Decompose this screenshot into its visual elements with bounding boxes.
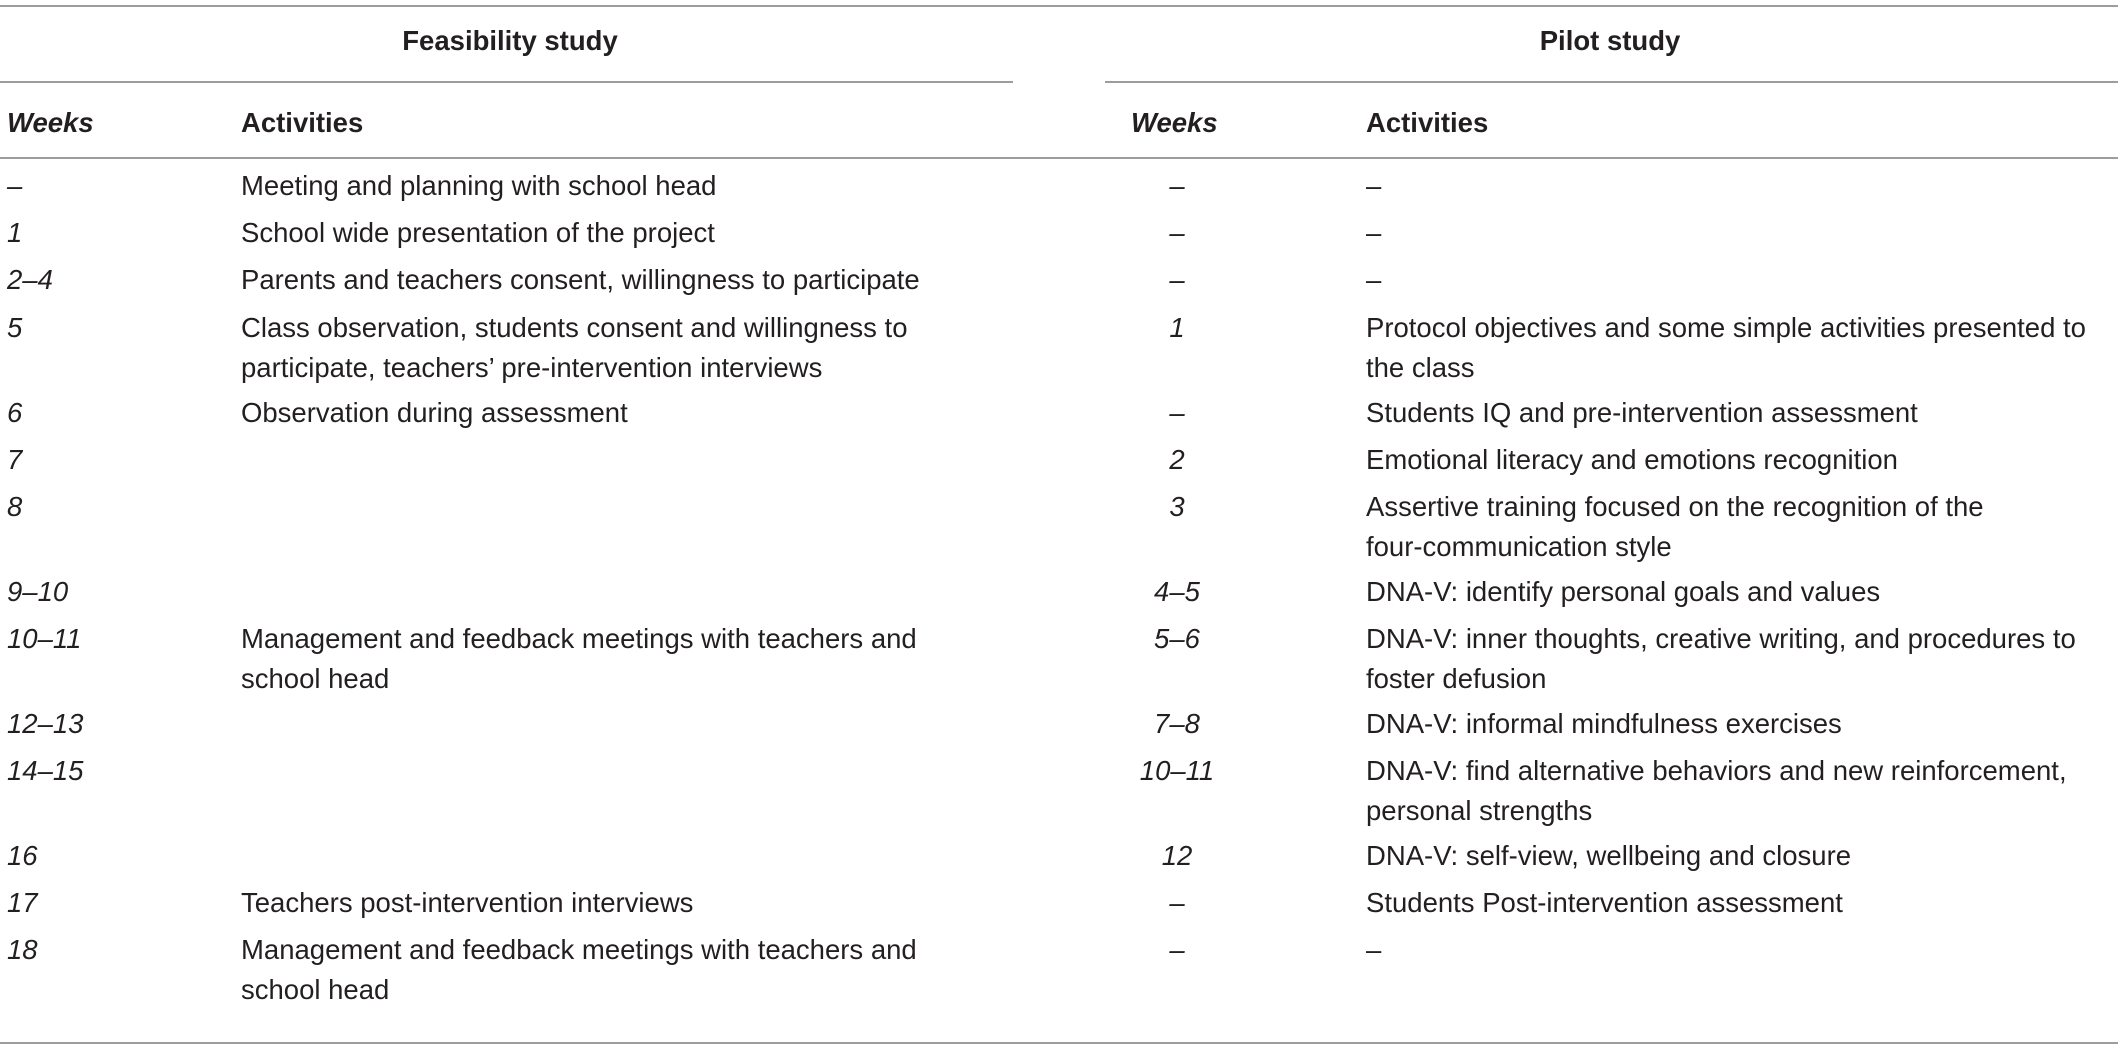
feasibility-week-cell: 8	[7, 491, 23, 522]
pilot-activity-cell: DNA-V: informal mindfulness exercises	[1366, 708, 1842, 739]
pilot-activity-cell: –	[1366, 934, 1382, 965]
feasibility-weeks-header: Weeks	[7, 107, 94, 138]
pilot-activity-cell: four-communication style	[1366, 531, 1672, 562]
pilot-study-title: Pilot study	[1539, 25, 1681, 56]
feasibility-week-cell: 6	[7, 397, 23, 428]
pilot-activity-cell: Students Post-intervention assessment	[1366, 887, 1843, 918]
pilot-activity-cell: DNA-V: inner thoughts, creative writing, and procedures to	[1366, 623, 2076, 654]
feasibility-title-rule	[0, 81, 1013, 83]
top-rule	[0, 5, 2118, 7]
pilot-week-cell: 12	[1161, 840, 1193, 871]
pilot-activity-cell: Students IQ and pre-intervention assessment	[1366, 397, 1918, 428]
feasibility-week-cell: 12–13	[7, 708, 84, 739]
pilot-week-cell: 1	[1169, 312, 1185, 343]
feasibility-activity-cell: School wide presentation of the project	[241, 217, 715, 248]
pilot-week-cell: 3	[1169, 491, 1185, 522]
pilot-activity-cell: –	[1366, 264, 1382, 295]
pilot-week-cell: –	[1169, 170, 1185, 201]
feasibility-week-cell: 17	[7, 887, 38, 918]
feasibility-activity-cell: school head	[241, 974, 390, 1005]
feasibility-week-cell: 5	[7, 312, 23, 343]
bottom-rule	[0, 1042, 2118, 1044]
pilot-title-rule	[1105, 81, 2118, 83]
feasibility-activity-cell: Class observation, students consent and willingness to	[241, 312, 908, 343]
pilot-activity-cell: –	[1366, 217, 1382, 248]
pilot-weeks-header: Weeks	[1131, 107, 1218, 138]
feasibility-activity-cell: school head	[241, 663, 390, 694]
pilot-week-cell: –	[1169, 934, 1185, 965]
pilot-week-cell: –	[1169, 217, 1185, 248]
pilot-activity-cell: foster defusion	[1366, 663, 1547, 694]
feasibility-activity-cell: Observation during assessment	[241, 397, 628, 428]
feasibility-study-title: Feasibility study	[402, 25, 618, 56]
feasibility-activity-cell: Management and feedback meetings with teachers and	[241, 623, 917, 654]
pilot-week-cell: 7–8	[1154, 708, 1200, 739]
pilot-week-cell: 5–6	[1154, 623, 1200, 654]
pilot-week-cell: 4–5	[1154, 576, 1200, 607]
pilot-activity-cell: DNA-V: identify personal goals and values	[1366, 576, 1881, 607]
header-rule	[0, 157, 2118, 159]
feasibility-week-cell: 18	[7, 934, 38, 965]
pilot-activities-header: Activities	[1366, 107, 1489, 138]
feasibility-activity-cell: Meeting and planning with school head	[241, 170, 717, 201]
pilot-week-cell: 2	[1169, 444, 1185, 475]
pilot-activity-cell: personal strengths	[1366, 795, 1593, 826]
feasibility-activity-cell: Management and feedback meetings with teachers and	[241, 934, 917, 965]
feasibility-activity-cell: Teachers post-intervention interviews	[241, 887, 694, 918]
pilot-week-cell: –	[1169, 397, 1185, 428]
pilot-activity-cell: DNA-V: self-view, wellbeing and closure	[1366, 840, 1852, 871]
feasibility-week-cell: 10–11	[7, 623, 82, 654]
feasibility-week-cell: 9–10	[7, 576, 69, 607]
pilot-activity-cell: Assertive training focused on the recognition of the	[1366, 491, 1984, 522]
feasibility-week-cell: 7	[7, 444, 23, 475]
feasibility-week-cell: 16	[7, 840, 38, 871]
feasibility-week-cell: –	[7, 170, 23, 201]
pilot-activity-cell: Protocol objectives and some simple activities presented to	[1366, 312, 2086, 343]
pilot-activity-cell: Emotional literacy and emotions recognition	[1366, 444, 1898, 475]
pilot-week-cell: 10–11	[1139, 755, 1215, 786]
feasibility-activity-cell: Parents and teachers consent, willingness to participate	[241, 264, 920, 295]
pilot-activity-cell: DNA-V: find alternative behaviors and new reinforcement,	[1366, 755, 2067, 786]
feasibility-week-cell: 2–4	[7, 264, 53, 295]
pilot-activity-cell: –	[1366, 170, 1382, 201]
feasibility-activities-header: Activities	[241, 107, 364, 138]
pilot-activity-cell: the class	[1366, 352, 1475, 383]
pilot-week-cell: –	[1169, 887, 1185, 918]
feasibility-week-cell: 14–15	[7, 755, 84, 786]
feasibility-week-cell: 1	[7, 217, 23, 248]
feasibility-activity-cell: participate, teachers’ pre-intervention interviews	[241, 352, 823, 383]
pilot-week-cell: –	[1169, 264, 1185, 295]
